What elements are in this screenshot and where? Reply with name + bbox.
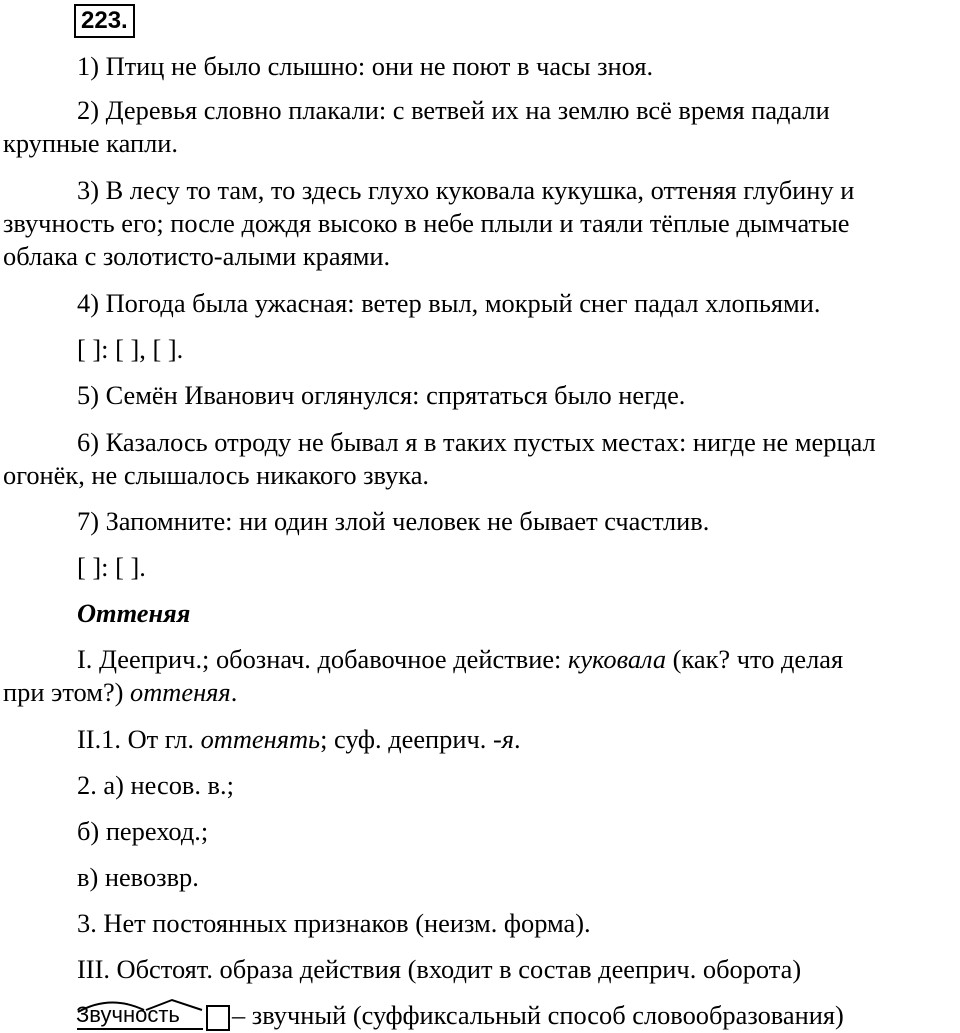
analysis-text: . bbox=[514, 724, 521, 754]
analysis-text: при этом?) bbox=[3, 677, 131, 707]
analysis-point-2c: в) невозвр. bbox=[77, 862, 199, 892]
analysis-text: I. Дееприч.; обознач. добавочное действие: bbox=[77, 644, 568, 674]
analysis-point-2 bbox=[77, 723, 521, 755]
sentence-3-line-1: 3) В лесу то там, то здесь глухо куковала кукушка, оттеняя глубину и bbox=[77, 175, 855, 205]
analysis-text: ; суф. дееприч. - bbox=[320, 724, 502, 754]
sentence-4: 4) Погода была ужасная: ветер выл, мокрый снег падал хлопьями. bbox=[77, 288, 821, 318]
sentence-2-line-1: 2) Деревья словно плакали: с ветвей их на землю всё время падали bbox=[77, 95, 830, 125]
analysis-point-part3: III. Обстоят. образа действия (входит в состав дееприч. оборота) bbox=[77, 954, 802, 984]
morpheme-diagram bbox=[74, 998, 234, 1032]
analysis-text: . bbox=[230, 677, 238, 707]
exercise-number: 223. bbox=[74, 4, 135, 38]
analysis-heading: Оттеняя bbox=[77, 598, 191, 628]
sentence-2-line-2: крупные капли. bbox=[3, 128, 178, 158]
analysis-point-1-line-1 bbox=[77, 643, 843, 675]
sentence-3-line-3: облака с золотисто-алыми краями. bbox=[3, 241, 391, 271]
analysis-italic-word: оттеняя bbox=[130, 677, 231, 707]
analysis-italic-suffix: я bbox=[501, 724, 515, 754]
sentence-7: 7) Запомните: ни один злой человек не бывает счастлив. bbox=[77, 506, 710, 536]
word-formation-text: – звучный (суффиксальный способ словообразования) bbox=[232, 1000, 844, 1030]
morpheme-word: Звучность bbox=[76, 1002, 180, 1027]
analysis-italic-word: куковала bbox=[567, 644, 667, 674]
analysis-text: II.1. От гл. bbox=[77, 724, 201, 754]
analysis-point-2b: б) переход.; bbox=[77, 816, 209, 846]
analysis-point-2a: 2. а) несов. в.; bbox=[77, 770, 234, 800]
sentence-6-line-1: 6) Казалось отроду не бывал я в таких пустых местах: нигде не мерцал bbox=[77, 427, 876, 457]
analysis-point-3: 3. Нет постоянных признаков (неизм. форма). bbox=[77, 908, 591, 938]
sentence-3-line-2: звучность его; после дождя высоко в небе плыли и таяли тёплые дымчатые bbox=[3, 208, 850, 238]
scheme-7: [ ]: [ ]. bbox=[77, 552, 146, 582]
sentence-6-line-2: огонёк, не слышалось никакого звука. bbox=[3, 460, 430, 490]
scheme-4: [ ]: [ ], [ ]. bbox=[77, 334, 184, 364]
analysis-italic-word: оттенять bbox=[200, 724, 321, 754]
analysis-text: (как? что делая bbox=[666, 644, 844, 674]
sentence-5: 5) Семён Иванович оглянулся: спрятаться было негде. bbox=[77, 380, 686, 410]
analysis-point-1-line-2 bbox=[3, 676, 237, 708]
sentence-1: 1) Птиц не было слышно: они не поют в часы зноя. bbox=[77, 51, 654, 81]
